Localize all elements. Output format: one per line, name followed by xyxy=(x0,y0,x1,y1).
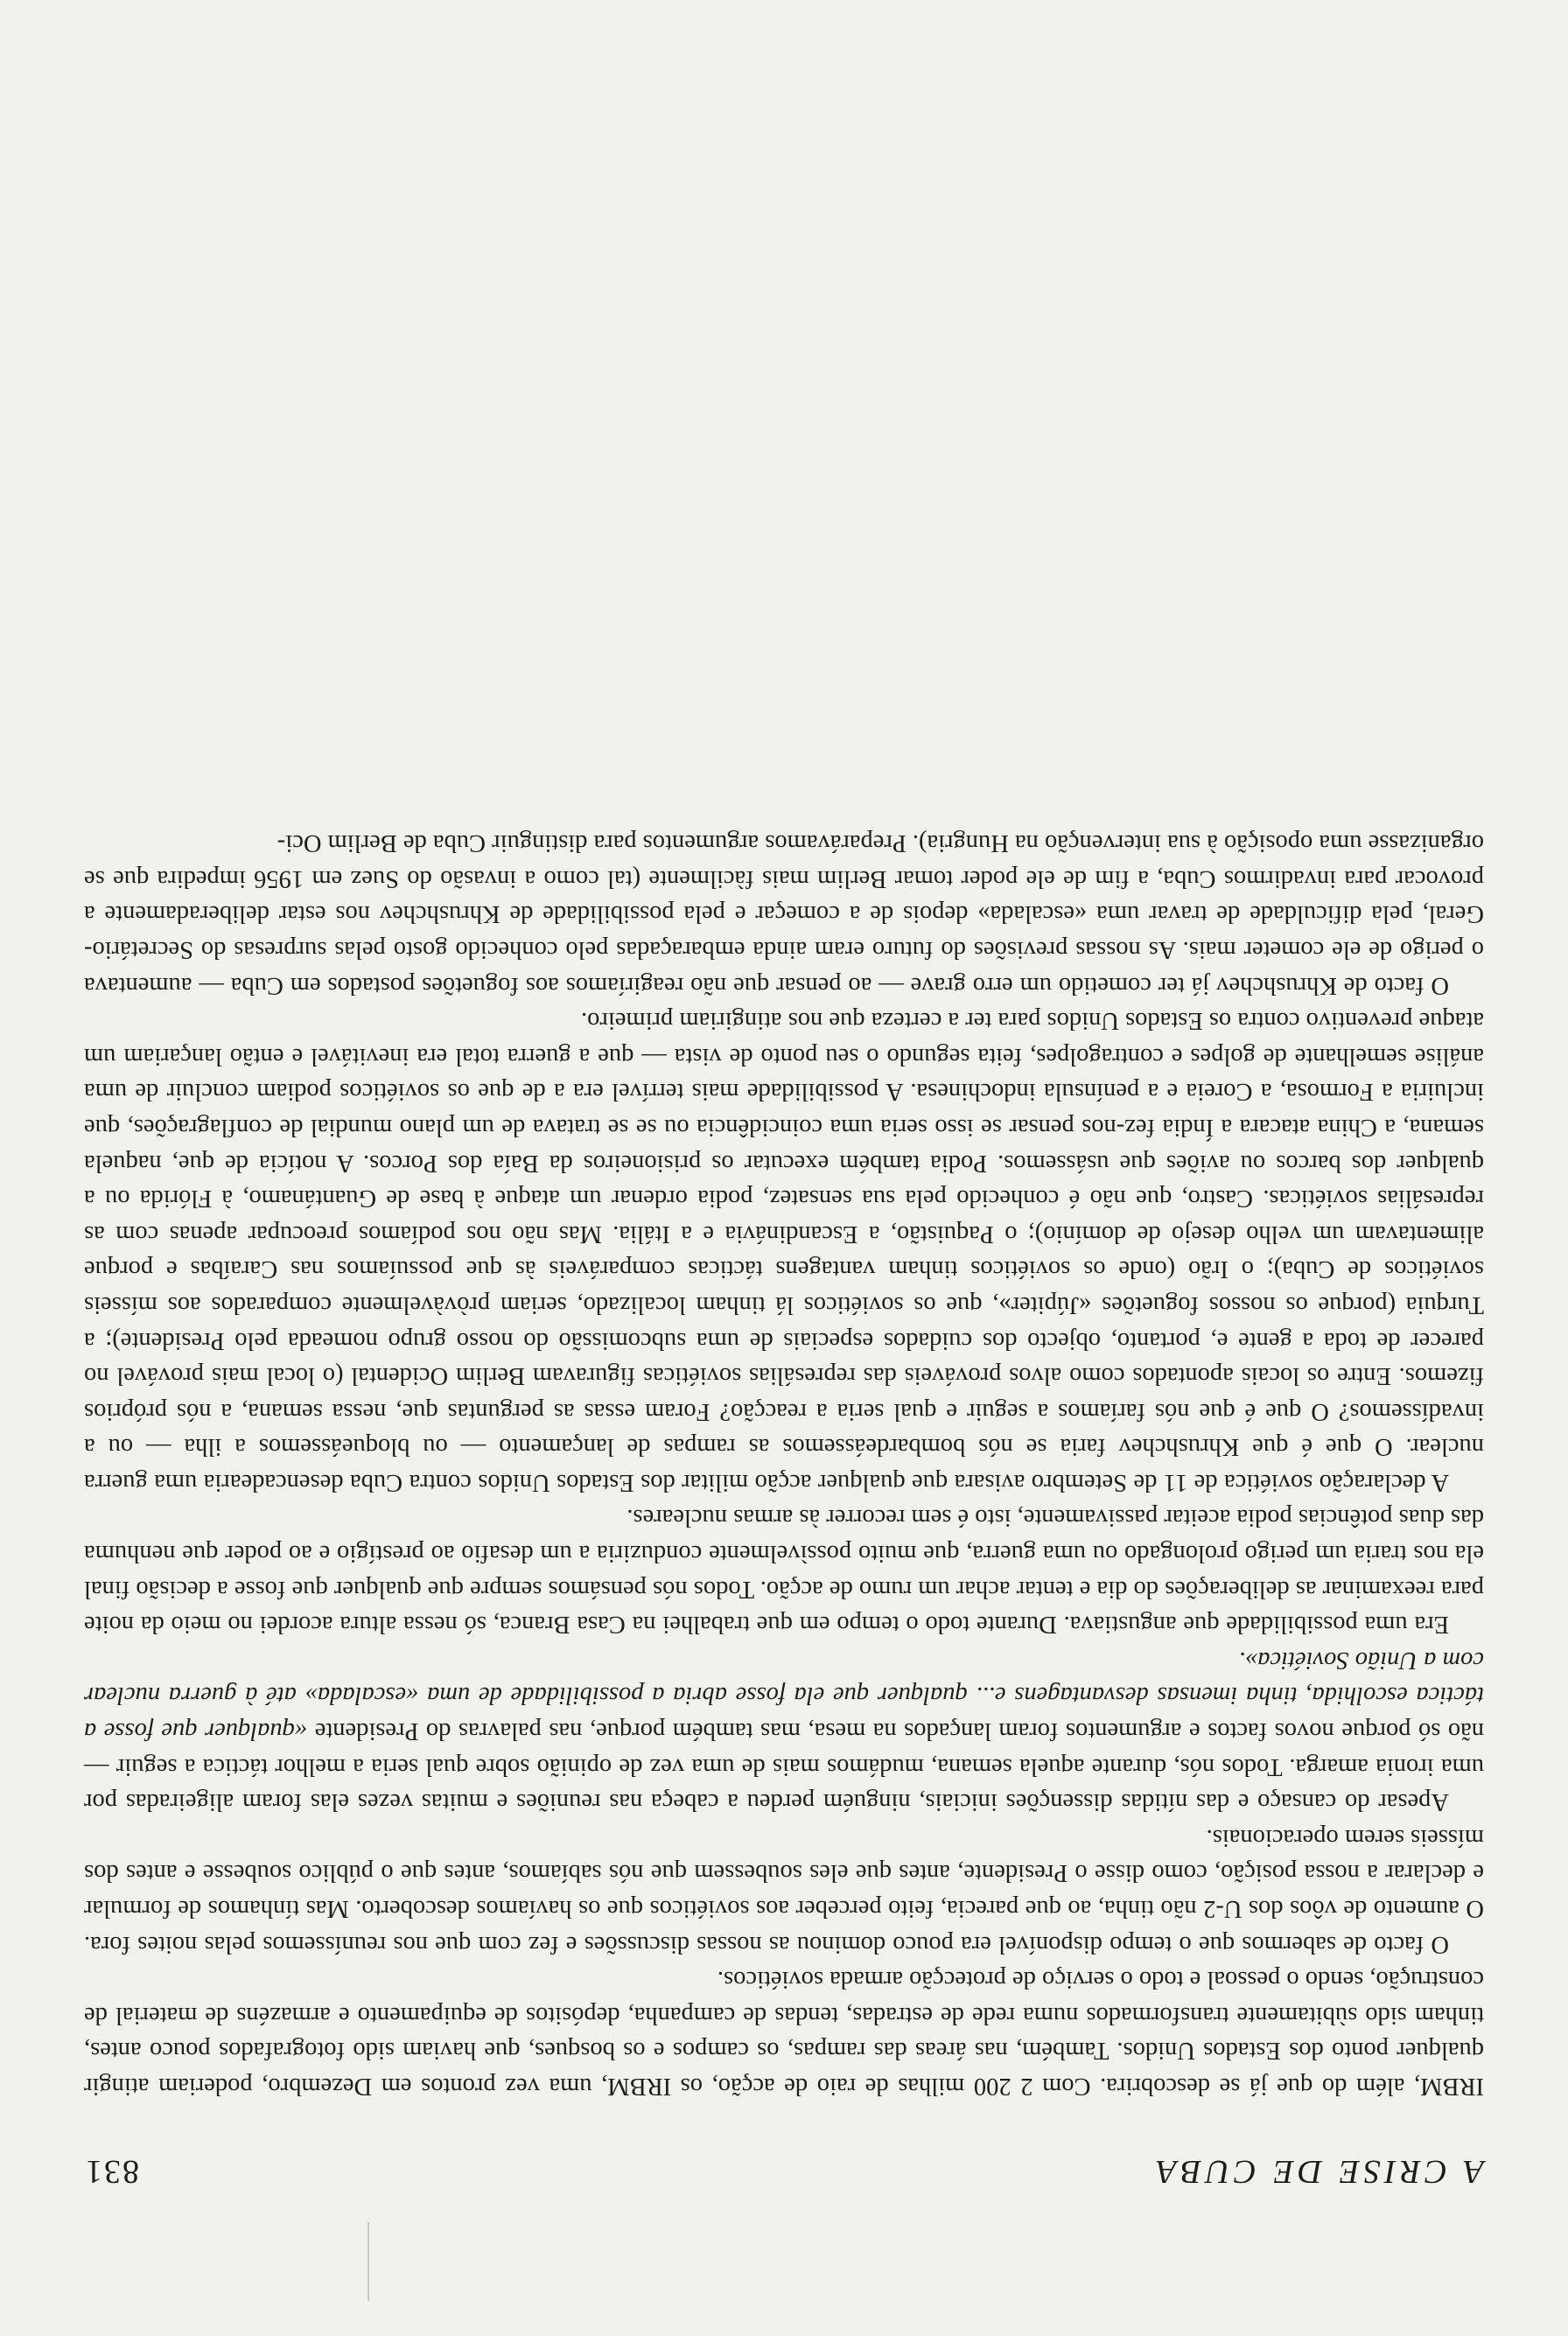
paragraph: Era uma possibilidade que angustiava. Durante todo o tempo em que trabalhei na Casa Branca, só nessa altura acordei no meio da noite para reexaminar as deliberações do dia e tentar achar um rumo de acção. Todos nós pensámos sempre que qualquer que fosse a decisão final ela nos traria um perigo prolongado ou uma guerra, que muito possìvelmente conduziria a um desafio ao prestígio e ao poder que nenhuma das duas potências podia aceitar passivamente, isto é sem recorrer às armas nucleares. xyxy=(84,1504,1484,1639)
paragraph xyxy=(84,1641,1484,1819)
page-number: 831 xyxy=(84,2153,139,2190)
paragraph: IRBM, além do que já se descobrira. Com 2 200 milhas de raio de acção, os IRBM, uma vez prontos em Dezembro, poderiam atingir qualquer ponto dos Estados Unidos. Também, nas áreas das rampas, os campos e os bosques, que haviam sido fotografados pouco antes, tinham sido sùbitamente transformados numa rede de estradas, tendas de campanha, depósitos de equipamento e armazéns de material de construção, sendo o pessoal e todo o serviço de protecção armada soviéticos. xyxy=(84,1966,1484,2100)
page-header xyxy=(84,2138,1484,2191)
paragraph-text: Apesar do cansaço e das nítidas dissenções iniciais, ninguém perdeu a cabeça nas reuniões e muitas vezes elas foram aligeiradas por uma ironia amarga. Todos nós, durante aquela semana, mudámos mais de uma vez de opinião sobre qual seria a melhor táctica a seguir — não só porque novos factos e argumentos foram lançados na mesa, mas também porque, nas palavras do Presidente xyxy=(84,1717,1484,1816)
paragraph: O facto de sabermos que o tempo disponível era pouco dominou as nossas discussões e fez com que nos reuníssemos pelas noites fora. O aumento de vôos dos U-2 não tinha, ao que parecia, feito perceber aos soviéticos que os havíamos descoberto. Mas tínhamos de formular e declarar a nossa posição, como disse o Presidente, antes que eles soubessem que nós sabíamos, antes que o público soubesse e antes dos mísseis serem operacionais. xyxy=(84,1823,1484,1958)
presidential-quote: «qualquer que fosse a táctica escolhida, tinha imensas desvantagens e... qualquer que ela fosse abria a possibilidade de uma «escalada» até à guerra nuclear com a União Soviética». xyxy=(83,1646,1484,1745)
scan-artifact xyxy=(368,2222,369,2301)
paragraph: A declaração soviética de 11 de Setembro avisara que qualquer acção militar dos Estados Unidos contra Cuba desencadearia uma guerra nuclear. O que é que Khrushchev faria se nós bombardeássemos as rampas de lançamento — ou bloqueássemos a ilha — ou a invadíssemos? O que é que nós faríamos a seguir e qual seria a reacção? Foram essas as perguntas que, nessa semana, a nós próprios fizemos. Entre os locais apontados como alvos prováveis das represálias soviéticas figuravam Berlim Ocidental (o local mais provável no parecer de toda a gente e, portanto, objecto dos cuidados especiais de uma subcomissão do nosso grupo nomeada pelo Presidente); a Turquia (porque os nossos foguetões «Júpiter», que os soviéticos lá tinham localizado, seriam pròvàvelmente comparados aos mísseis soviéticos de Cuba); o Irão (onde os soviéticos tinham vantagens tácticas comparáveis às que possuíamos nas Caraíbas e porque alimentavam um velho desejo de domínio); o Paquistão, a Escandinávia e a Itália. Mas não nos podíamos preocupar apenas com as represálias soviéticas. Castro, que não é conhecido pela sua sensatez, podia ordenar um ataque à base de Guantánamo, à Flórida ou a qualquer dos barcos ou aviões que usássemos. Podia também executar os prisioneiros da Baía dos Porcos. A notícia de que, naquela semana, a China atacara a Índia fez-nos pensar se isso seria uma coincidência ou se se tratava de um plano mundial de conflagrações, que incluiria a Formosa, a Coreia e a península indochinesa. A possibilidade mais terrível era a de que os soviéticos podiam concluir de uma análise semelhante de golpes e contragolpes, feita segundo o seu ponto de vista — que a guerra total era inevitável e então lançariam um ataque preventivo contra os Estados Unidos para ter a certeza que nos atingiriam primeiro. xyxy=(84,1007,1484,1496)
running-title: A CRISE DE CUBA xyxy=(1152,2153,1484,2190)
paragraph: O facto de Khrushchev já ter cometido um erro grave — ao pensar que não reagiríamos aos foguetões postados em Cuba — aumentava o perigo de ele cometer mais. As nossas previsões do futuro eram ainda embaraçadas pelo conhecido gosto pelas surpresas do Secretário-Geral, pela dificuldade de travar uma «escalada» depois de a começar e pela possibilidade de Khrushchev nos estar deliberadamente a provocar para invadirmos Cuba, a fim de ele poder tomar Berlim mais fàcilmente (tal como a invasão do Suez em 1956 impedira que se organizasse uma oposição à sua intervenção na Hungria). Preparávamos argumentos para distinguir Cuba de Berlim Oci- xyxy=(84,829,1484,999)
body-text xyxy=(84,825,1484,2103)
